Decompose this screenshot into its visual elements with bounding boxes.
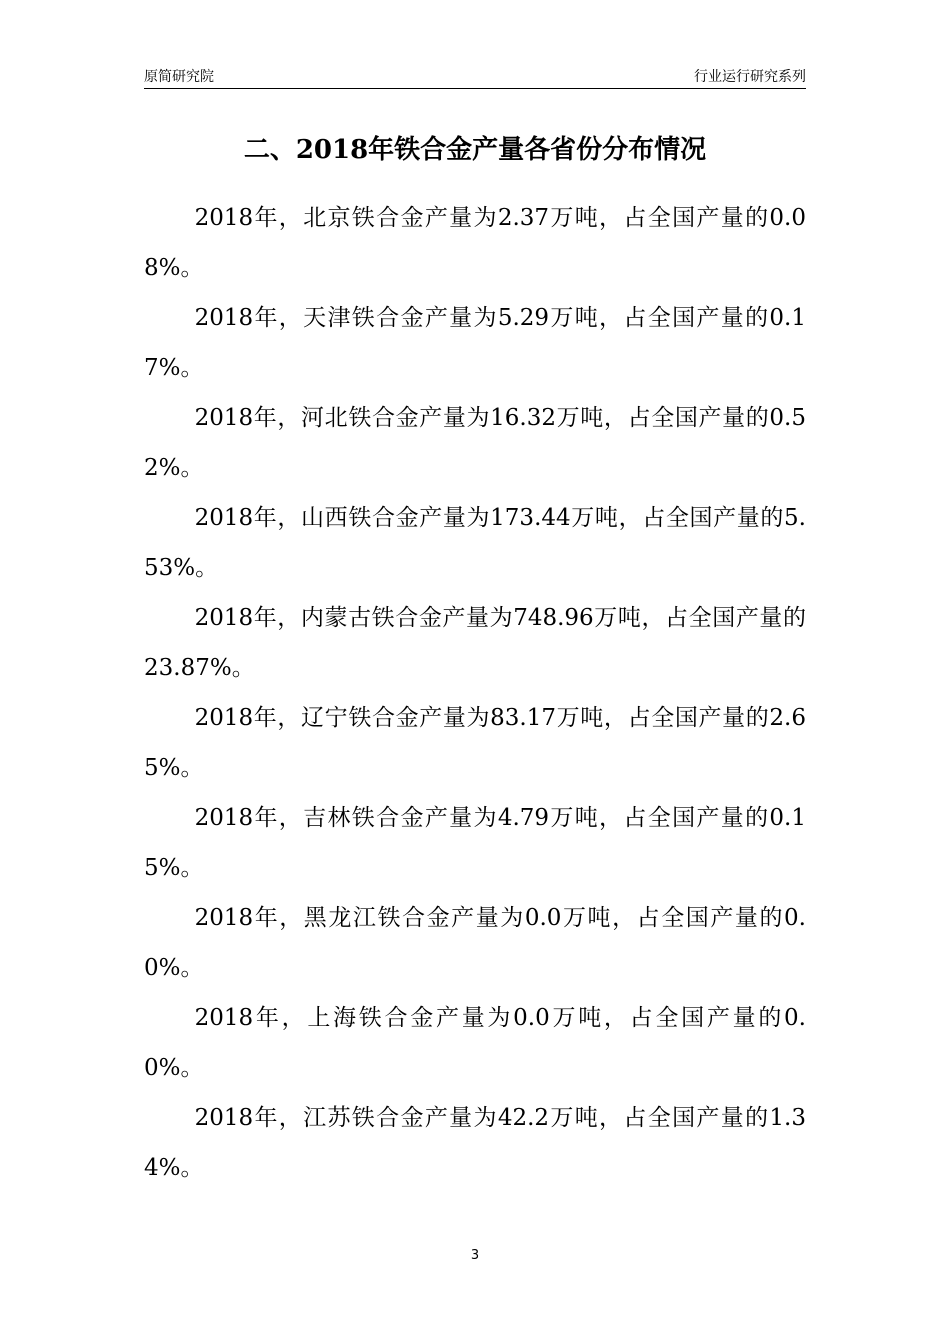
section-title: 二、2018年铁合金产量各省份分布情况 xyxy=(243,135,707,165)
header-series-name: 行业运行研究系列 xyxy=(694,69,806,85)
paragraph-tianjin: 2018年，天津铁合金产量为5.29万吨，占全国产量的0.17%。 xyxy=(144,305,806,381)
paragraph-beijing: 2018年，北京铁合金产量为2.37万吨，占全国产量的0.08%。 xyxy=(144,205,806,281)
paragraph-jiangsu: 2018年，江苏铁合金产量为42.2万吨，占全国产量的1.34%。 xyxy=(144,1105,806,1181)
page-number: 3 xyxy=(470,1248,480,1263)
paragraph-jilin: 2018年，吉林铁合金产量为4.79万吨，占全国产量的0.15%。 xyxy=(144,805,806,881)
paragraph-shanxi: 2018年，山西铁合金产量为173.44万吨，占全国产量的5.53%。 xyxy=(144,505,806,581)
paragraph-shanghai: 2018年，上海铁合金产量为0.0万吨，占全国产量的0.0%。 xyxy=(144,1005,806,1081)
content-body xyxy=(144,193,806,1193)
paragraph-neimenggu: 2018年，内蒙古铁合金产量为748.96万吨，占全国产量的23.87%。 xyxy=(144,605,806,681)
paragraph-liaoning: 2018年，辽宁铁合金产量为83.17万吨，占全国产量的2.65%。 xyxy=(144,705,806,781)
paragraph-hebei: 2018年，河北铁合金产量为16.32万吨，占全国产量的0.52%。 xyxy=(144,405,806,481)
paragraph-heilongjiang: 2018年，黑龙江铁合金产量为0.0万吨，占全国产量的0.0%。 xyxy=(144,905,806,981)
page-header xyxy=(144,66,806,89)
header-org-name: 原简研究院 xyxy=(144,69,214,85)
